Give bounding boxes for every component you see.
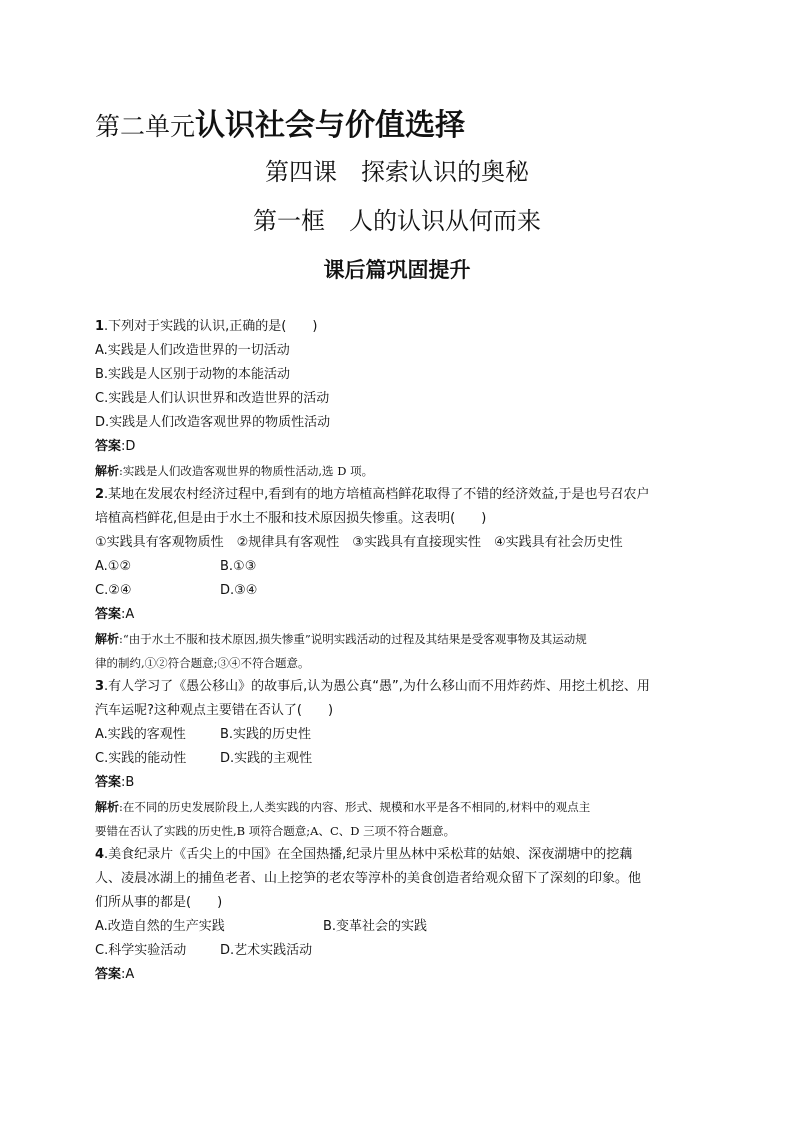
option-row xyxy=(95,723,700,747)
option-c: C.②④ xyxy=(95,583,132,598)
question-stem-cont: 们所从事的都是( ) xyxy=(95,895,223,910)
question-number: 4 xyxy=(95,847,105,862)
question-4 xyxy=(95,843,700,987)
lesson-title: 第四课 探索认识的奥秘 xyxy=(265,158,529,186)
answer: 答案:A xyxy=(95,607,135,622)
option-b: B.①③ xyxy=(220,559,257,574)
option-a: A.①② xyxy=(95,559,132,574)
question-number: 1 xyxy=(95,319,105,334)
explanation-cont: 律的制约,①②符合题意;③④不符合题意。 xyxy=(95,656,310,670)
option-c: C.科学实验活动 xyxy=(95,943,187,958)
statements: ①实践具有客观物质性 ②规律具有客观性 ③实践具有直接现实性 ④实践具有社会历史性 xyxy=(95,535,623,550)
question-number: 2 xyxy=(95,487,105,502)
question-stem-cont: 人、凌晨冰湖上的捕鱼老者、山上挖笋的老农等淳朴的美食创造者给观众留下了深刻的印象。他 xyxy=(95,871,642,886)
frame-title: 第一框 人的认识从何而来 xyxy=(253,207,541,235)
unit-title xyxy=(95,100,465,144)
section-title: 课后篇巩固提升 xyxy=(323,258,471,282)
explanation-cont: 要错在否认了实践的历史性,B 项符合题意;A、C、D 三项不符合题意。 xyxy=(95,824,456,838)
option-row xyxy=(95,939,700,963)
question-1 xyxy=(95,315,700,483)
unit-name: 认识社会与价值选择 xyxy=(195,108,466,143)
question-stem: 2.某地在发展农村经济过程中,看到有的地方培植高档鲜花取得了不错的经济效益,于是也号召农户 xyxy=(95,487,650,502)
explanation: 解析:“由于水土不服和技术原因,损失惨重”说明实践活动的过程及其结果是受客观事物及其运动规 xyxy=(95,632,587,646)
option-row xyxy=(95,747,700,771)
explanation: 解析:在不同的历史发展阶段上,人类实践的内容、形式、规模和水平是各不相同的,材料中的观点主 xyxy=(95,800,591,814)
question-list xyxy=(95,315,700,987)
answer: 答案:A xyxy=(95,967,135,982)
option-d: D.实践是人们改造客观世界的物质性活动 xyxy=(95,415,331,430)
option-row xyxy=(95,915,700,939)
question-stem: 4.美食纪录片《舌尖上的中国》在全国热播,纪录片里丛林中采松茸的姑娘、深夜湖塘中的挖藕 xyxy=(95,847,633,862)
option-d: D.③④ xyxy=(220,583,258,598)
option-d: D.艺术实践活动 xyxy=(220,943,313,958)
question-stem: 1.下列对于实践的认识,正确的是( ) xyxy=(95,319,318,334)
option-c: C.实践的能动性 xyxy=(95,751,187,766)
option-a: A.实践是人们改造世界的一切活动 xyxy=(95,343,290,358)
question-number: 3 xyxy=(95,679,105,694)
question-stem-cont: 培植高档鲜花,但是由于水土不服和技术原因损失惨重。这表明( ) xyxy=(95,511,487,526)
option-c: C.实践是人们认识世界和改造世界的活动 xyxy=(95,391,330,406)
question-2 xyxy=(95,483,700,675)
answer: 答案:D xyxy=(95,439,136,454)
question-stem-cont: 汽车运呢?这种观点主要错在否认了( ) xyxy=(95,703,334,718)
answer: 答案:B xyxy=(95,775,135,790)
option-a: A.改造自然的生产实践 xyxy=(95,919,225,934)
option-d: D.实践的主观性 xyxy=(220,751,313,766)
option-b: B.变革社会的实践 xyxy=(323,919,428,934)
question-stem: 3.有人学习了《愚公移山》的故事后,认为愚公真“愚”,为什么移山而不用炸药炸、用挖土机挖、用 xyxy=(95,679,650,694)
option-row xyxy=(95,579,700,603)
question-3 xyxy=(95,675,700,843)
unit-prefix: 第二单元 xyxy=(95,112,196,141)
option-row xyxy=(95,555,700,579)
explanation: 解析:实践是人们改造客观世界的物质性活动,选 D 项。 xyxy=(95,464,374,478)
option-a: A.实践的客观性 xyxy=(95,727,186,742)
option-b: B.实践的历史性 xyxy=(220,727,312,742)
option-b: B.实践是人区别于动物的本能活动 xyxy=(95,367,291,382)
